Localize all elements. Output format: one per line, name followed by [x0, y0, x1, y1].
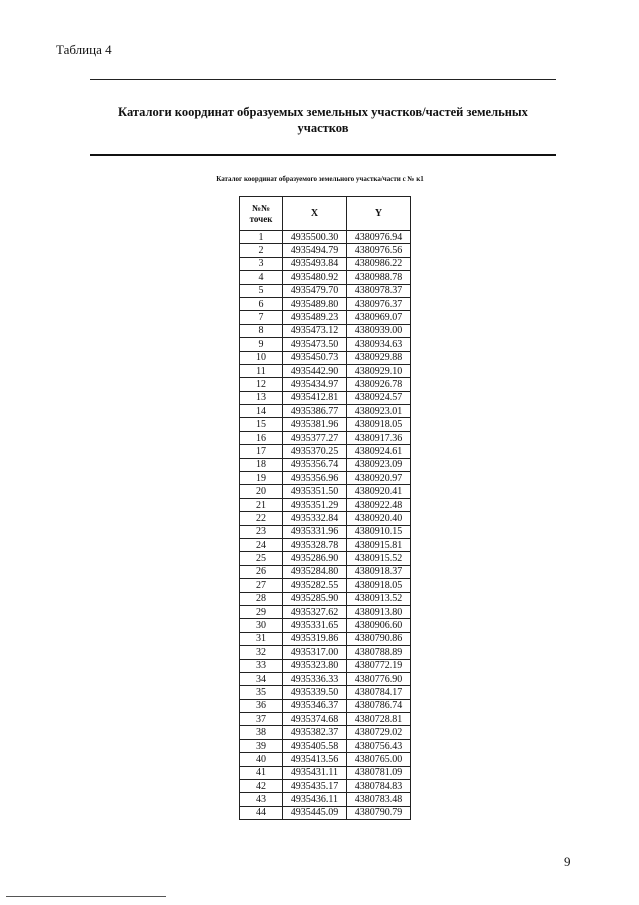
table-row — [240, 257, 411, 270]
cell-point-number: 26 — [240, 565, 283, 578]
table-row — [240, 699, 411, 712]
cell-point-number: 6 — [240, 297, 283, 310]
cell-y: 4380776.90 — [347, 672, 411, 685]
cell-point-number: 3 — [240, 257, 283, 270]
cell-x: 4935377.27 — [283, 431, 347, 444]
cell-point-number: 10 — [240, 351, 283, 364]
cell-x: 4935346.37 — [283, 699, 347, 712]
document-title — [90, 104, 556, 136]
cell-point-number: 15 — [240, 418, 283, 431]
table-label: Таблица 4 — [56, 42, 112, 57]
table-row — [240, 646, 411, 659]
table-row — [240, 579, 411, 592]
table-row — [240, 297, 411, 310]
cell-y: 4380986.22 — [347, 257, 411, 270]
cell-y: 4380910.15 — [347, 525, 411, 538]
table-row — [240, 739, 411, 752]
cell-x: 4935323.80 — [283, 659, 347, 672]
cell-point-number: 38 — [240, 726, 283, 739]
cell-point-number: 11 — [240, 364, 283, 377]
cell-y: 4380988.78 — [347, 271, 411, 284]
cell-point-number: 33 — [240, 659, 283, 672]
cell-x: 4935351.29 — [283, 498, 347, 511]
table-row — [240, 512, 411, 525]
cell-x: 4935328.78 — [283, 538, 347, 551]
cell-x: 4935480.92 — [283, 271, 347, 284]
cell-y: 4380976.56 — [347, 244, 411, 257]
cell-y: 4380784.83 — [347, 780, 411, 793]
cell-y: 4380756.43 — [347, 739, 411, 752]
cell-x: 4935331.65 — [283, 619, 347, 632]
cell-point-number: 27 — [240, 579, 283, 592]
cell-x: 4935442.90 — [283, 364, 347, 377]
cell-point-number: 2 — [240, 244, 283, 257]
table-row — [240, 445, 411, 458]
cell-x: 4935436.11 — [283, 793, 347, 806]
cell-point-number: 17 — [240, 445, 283, 458]
cell-point-number: 7 — [240, 311, 283, 324]
table-row — [240, 231, 411, 244]
cell-y: 4380929.10 — [347, 364, 411, 377]
cell-y: 4380915.52 — [347, 552, 411, 565]
table-row — [240, 605, 411, 618]
table-header-row — [240, 197, 411, 231]
cell-x: 4935351.50 — [283, 485, 347, 498]
table-row — [240, 351, 411, 364]
table-row — [240, 659, 411, 672]
table-row — [240, 632, 411, 645]
cell-y: 4380976.94 — [347, 231, 411, 244]
cell-y: 4380923.09 — [347, 458, 411, 471]
cell-x: 4935284.80 — [283, 565, 347, 578]
cell-point-number: 14 — [240, 405, 283, 418]
cell-y: 4380786.74 — [347, 699, 411, 712]
cell-y: 4380772.19 — [347, 659, 411, 672]
cell-y: 4380728.81 — [347, 713, 411, 726]
table-row — [240, 418, 411, 431]
cell-y: 4380788.89 — [347, 646, 411, 659]
cell-x: 4935434.97 — [283, 378, 347, 391]
table-row — [240, 753, 411, 766]
cell-point-number: 4 — [240, 271, 283, 284]
cell-x: 4935356.74 — [283, 458, 347, 471]
cell-x: 4935339.50 — [283, 686, 347, 699]
cell-point-number: 30 — [240, 619, 283, 632]
table-row — [240, 538, 411, 551]
cell-y: 4380924.61 — [347, 445, 411, 458]
cell-y: 4380923.01 — [347, 405, 411, 418]
table-row — [240, 552, 411, 565]
cell-y: 4380939.00 — [347, 324, 411, 337]
cell-y: 4380918.05 — [347, 418, 411, 431]
table-row — [240, 472, 411, 485]
cell-point-number: 44 — [240, 806, 283, 819]
cell-x: 4935479.70 — [283, 284, 347, 297]
table-row — [240, 525, 411, 538]
cell-y: 4380913.52 — [347, 592, 411, 605]
cell-point-number: 5 — [240, 284, 283, 297]
cell-x: 4935370.25 — [283, 445, 347, 458]
cell-y: 4380926.78 — [347, 378, 411, 391]
table-row — [240, 565, 411, 578]
cell-x: 4935473.50 — [283, 338, 347, 351]
table-row — [240, 592, 411, 605]
cell-x: 4935473.12 — [283, 324, 347, 337]
cell-x: 4935450.73 — [283, 351, 347, 364]
cell-point-number: 13 — [240, 391, 283, 404]
document-title-line-2: участков — [297, 121, 349, 135]
cell-x: 4935445.09 — [283, 806, 347, 819]
cell-point-number: 8 — [240, 324, 283, 337]
table-row — [240, 338, 411, 351]
cell-y: 4380918.37 — [347, 565, 411, 578]
column-header-y: Y — [347, 197, 411, 231]
table-row — [240, 619, 411, 632]
cell-point-number: 1 — [240, 231, 283, 244]
cell-x: 4935431.11 — [283, 766, 347, 779]
cell-point-number: 41 — [240, 766, 283, 779]
cell-y: 4380924.57 — [347, 391, 411, 404]
cell-y: 4380783.48 — [347, 793, 411, 806]
cell-point-number: 28 — [240, 592, 283, 605]
table-row — [240, 284, 411, 297]
cell-y: 4380918.05 — [347, 579, 411, 592]
coordinates-table — [239, 196, 411, 820]
cell-y: 4380765.00 — [347, 753, 411, 766]
cell-y: 4380920.40 — [347, 512, 411, 525]
cell-y: 4380976.37 — [347, 297, 411, 310]
table-row — [240, 271, 411, 284]
top-divider — [90, 79, 556, 80]
cell-x: 4935336.33 — [283, 672, 347, 685]
cell-point-number: 18 — [240, 458, 283, 471]
column-header-point-number: №№ точек — [240, 197, 283, 231]
cell-y: 4380920.41 — [347, 485, 411, 498]
cell-point-number: 20 — [240, 485, 283, 498]
cell-y: 4380915.81 — [347, 538, 411, 551]
cell-y: 4380917.36 — [347, 431, 411, 444]
cell-point-number: 16 — [240, 431, 283, 444]
cell-point-number: 22 — [240, 512, 283, 525]
cell-y: 4380906.60 — [347, 619, 411, 632]
cell-x: 4935382.37 — [283, 726, 347, 739]
cell-point-number: 21 — [240, 498, 283, 511]
cell-x: 4935386.77 — [283, 405, 347, 418]
cell-point-number: 12 — [240, 378, 283, 391]
table-row — [240, 458, 411, 471]
page-number: 9 — [564, 854, 571, 869]
cell-point-number: 36 — [240, 699, 283, 712]
cell-y: 4380790.79 — [347, 806, 411, 819]
cell-x: 4935285.90 — [283, 592, 347, 605]
cell-point-number: 23 — [240, 525, 283, 538]
cell-point-number: 40 — [240, 753, 283, 766]
table-row — [240, 726, 411, 739]
cell-y: 4380781.09 — [347, 766, 411, 779]
table-body — [240, 231, 411, 820]
table-row — [240, 391, 411, 404]
cell-point-number: 19 — [240, 472, 283, 485]
cell-point-number: 24 — [240, 538, 283, 551]
table-row — [240, 498, 411, 511]
table-row — [240, 672, 411, 685]
cell-x: 4935356.96 — [283, 472, 347, 485]
cell-y: 4380929.88 — [347, 351, 411, 364]
cell-x: 4935317.00 — [283, 646, 347, 659]
cell-x: 4935412.81 — [283, 391, 347, 404]
table-row — [240, 485, 411, 498]
cell-point-number: 29 — [240, 605, 283, 618]
cell-x: 4935489.80 — [283, 297, 347, 310]
table-row — [240, 780, 411, 793]
cell-x: 4935331.96 — [283, 525, 347, 538]
cell-x: 4935494.79 — [283, 244, 347, 257]
table-row — [240, 713, 411, 726]
cell-y: 4380790.86 — [347, 632, 411, 645]
table-row — [240, 686, 411, 699]
cell-x: 4935489.23 — [283, 311, 347, 324]
cell-y: 4380913.80 — [347, 605, 411, 618]
cell-point-number: 34 — [240, 672, 283, 685]
table-row — [240, 364, 411, 377]
cell-x: 4935374.68 — [283, 713, 347, 726]
cell-x: 4935327.62 — [283, 605, 347, 618]
cell-y: 4380784.17 — [347, 686, 411, 699]
cell-y: 4380969.07 — [347, 311, 411, 324]
table-row — [240, 378, 411, 391]
cell-point-number: 35 — [240, 686, 283, 699]
cell-x: 4935332.84 — [283, 512, 347, 525]
cell-x: 4935500.30 — [283, 231, 347, 244]
footer-divider — [6, 896, 166, 897]
cell-x: 4935435.17 — [283, 780, 347, 793]
cell-x: 4935381.96 — [283, 418, 347, 431]
cell-point-number: 43 — [240, 793, 283, 806]
cell-x: 4935319.86 — [283, 632, 347, 645]
column-header-x: X — [283, 197, 347, 231]
table-row — [240, 244, 411, 257]
table-row — [240, 766, 411, 779]
cell-x: 4935282.55 — [283, 579, 347, 592]
cell-y: 4380978.37 — [347, 284, 411, 297]
cell-x: 4935286.90 — [283, 552, 347, 565]
cell-point-number: 32 — [240, 646, 283, 659]
cell-y: 4380729.02 — [347, 726, 411, 739]
cell-y: 4380934.63 — [347, 338, 411, 351]
table-row — [240, 806, 411, 819]
table-row — [240, 431, 411, 444]
cell-point-number: 42 — [240, 780, 283, 793]
cell-point-number: 25 — [240, 552, 283, 565]
table-row — [240, 405, 411, 418]
cell-y: 4380920.97 — [347, 472, 411, 485]
document-title-line-1: Каталоги координат образуемых земельных участков/частей земельных — [118, 105, 528, 119]
catalog-subtitle: Каталог координат образуемого земельного участка/части с № к1 — [216, 175, 424, 183]
cell-y: 4380922.48 — [347, 498, 411, 511]
cell-point-number: 39 — [240, 739, 283, 752]
cell-x: 4935405.58 — [283, 739, 347, 752]
cell-point-number: 31 — [240, 632, 283, 645]
table-row — [240, 793, 411, 806]
cell-x: 4935493.84 — [283, 257, 347, 270]
cell-point-number: 9 — [240, 338, 283, 351]
table-row — [240, 311, 411, 324]
table-row — [240, 324, 411, 337]
bottom-divider — [90, 154, 556, 156]
cell-x: 4935413.56 — [283, 753, 347, 766]
cell-point-number: 37 — [240, 713, 283, 726]
